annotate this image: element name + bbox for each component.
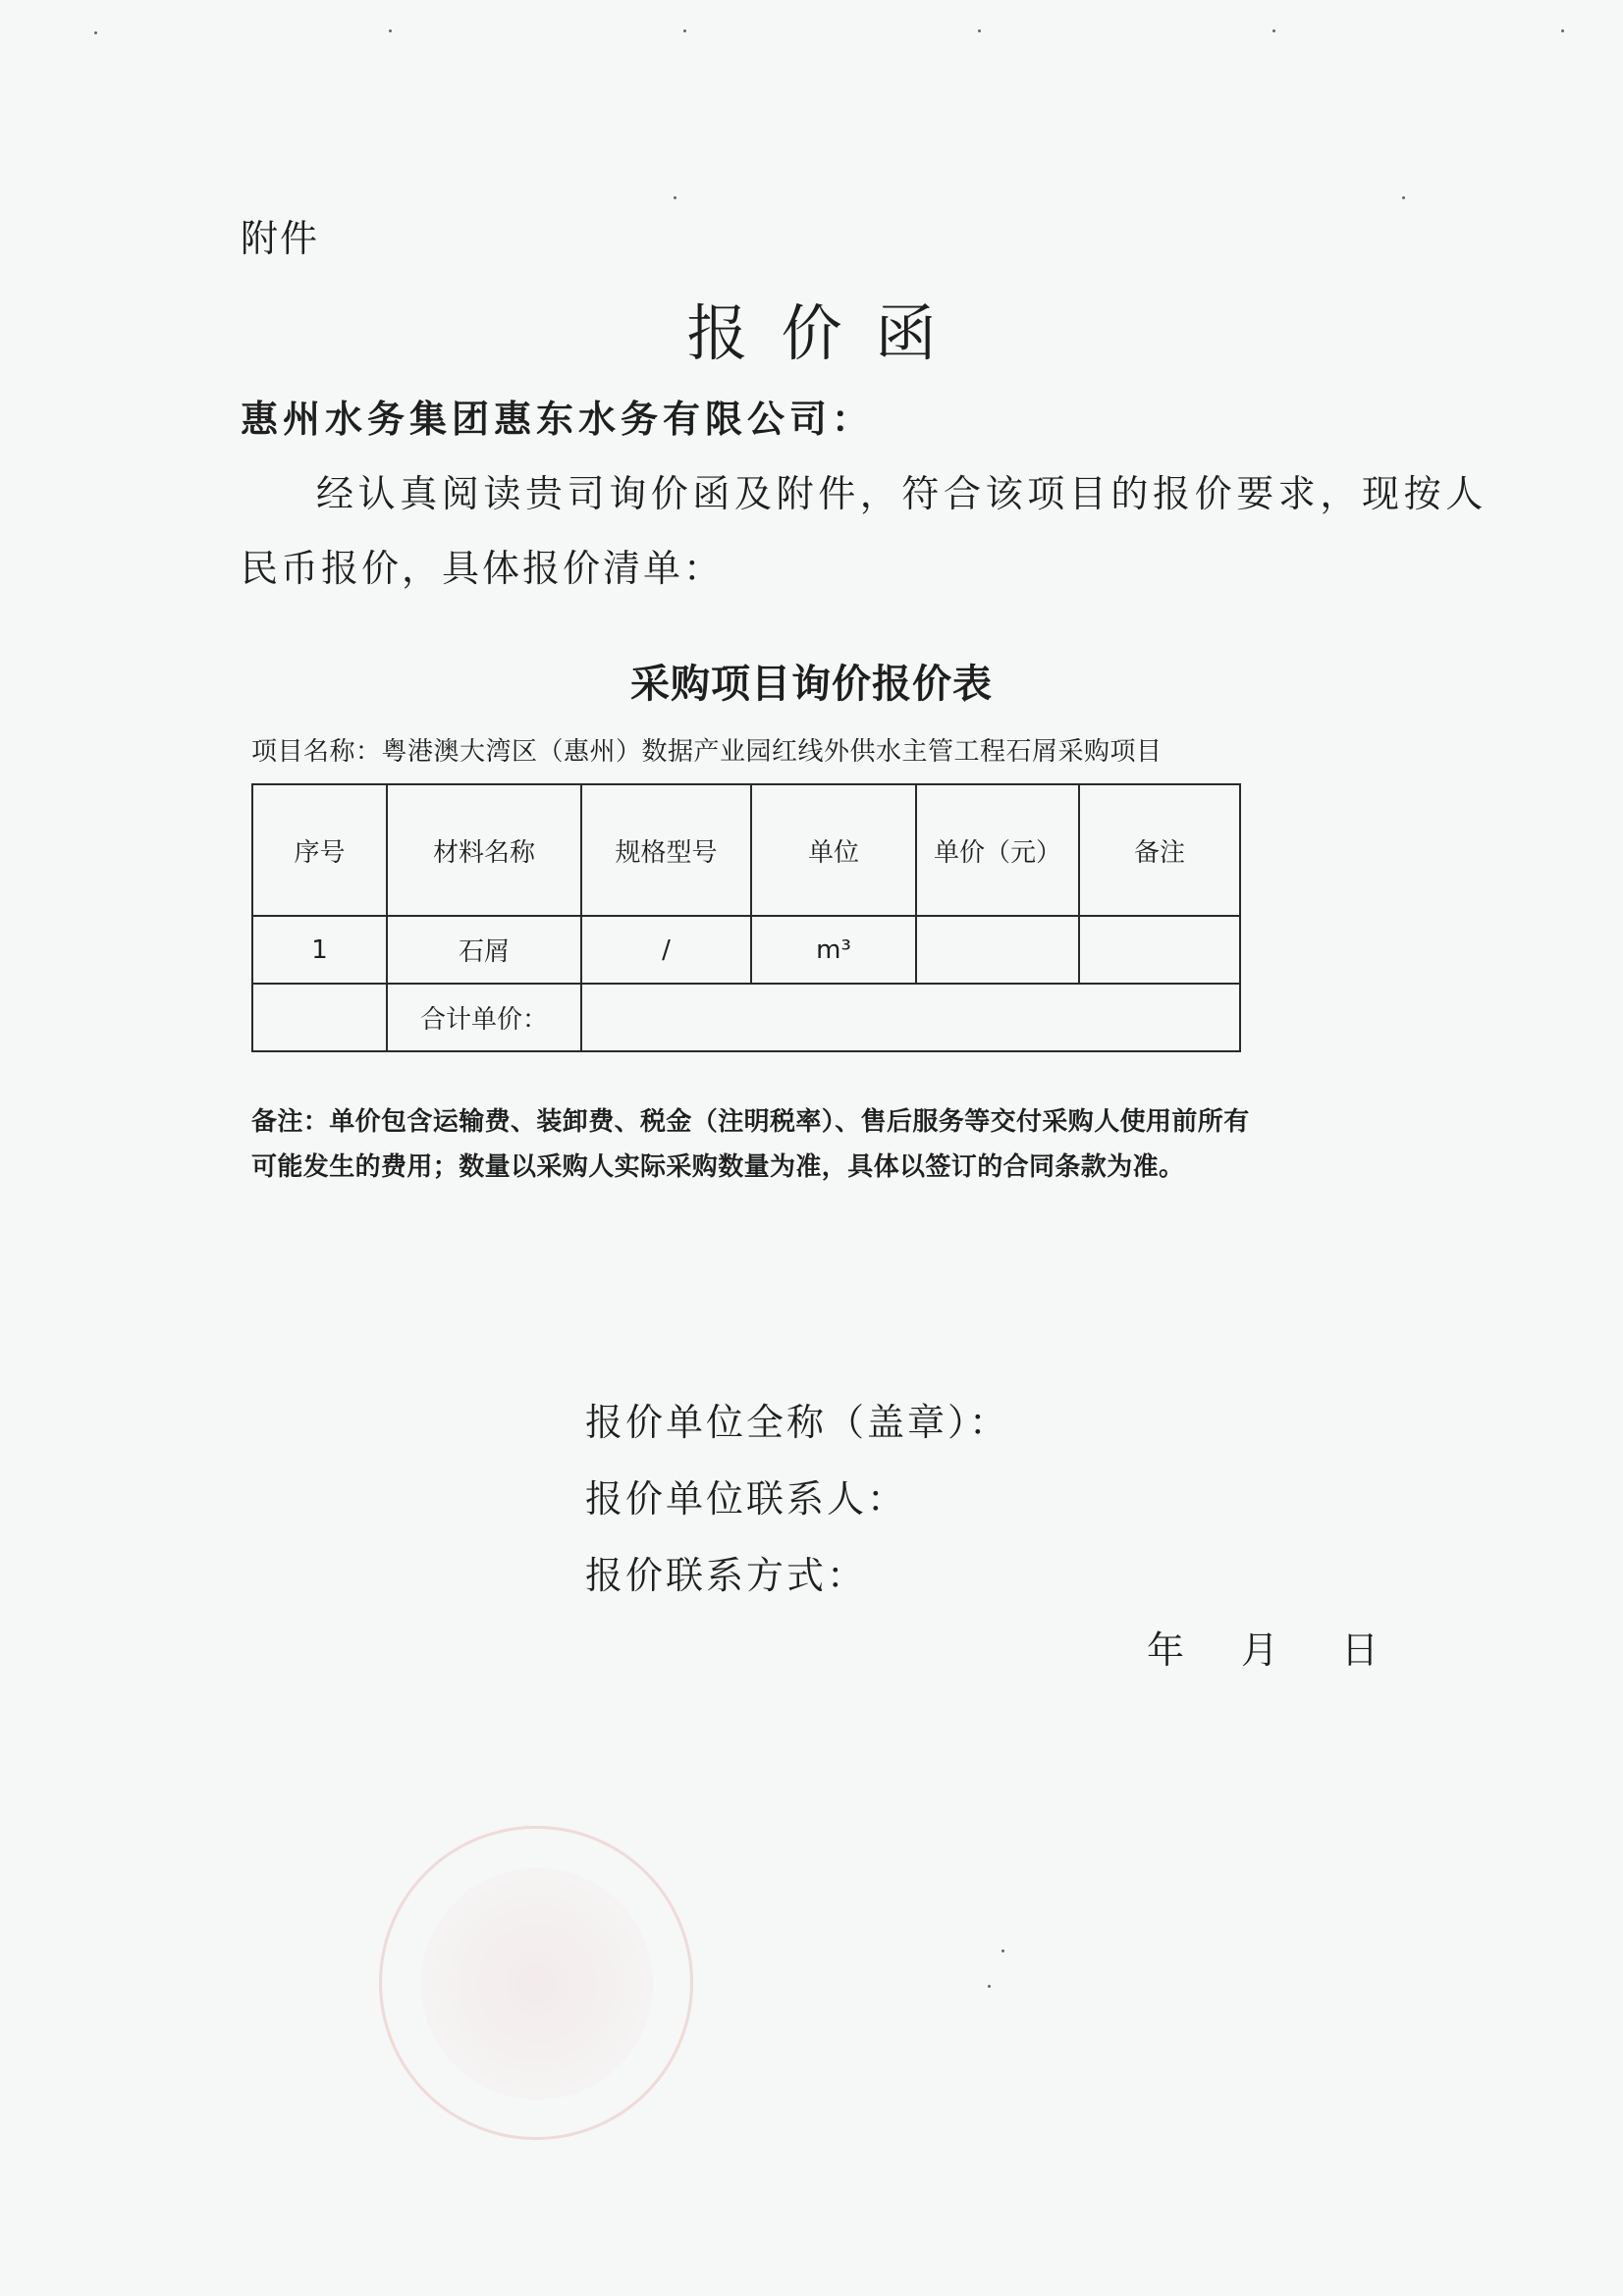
- scan-speck: [674, 196, 676, 199]
- signature-method: 报价联系方式：: [585, 1554, 868, 1597]
- cell-material: 石屑: [387, 916, 581, 984]
- cell-spec: /: [581, 916, 751, 984]
- project-name: 项目名称：粤港澳大湾区（惠州）数据产业园红线外供水主管工程石屑采购项目: [251, 737, 1163, 767]
- header-cell-remark: 备注: [1079, 784, 1240, 916]
- scan-speck: [1272, 29, 1275, 32]
- cell-remark: [1079, 916, 1240, 984]
- cell-unit: m³: [751, 916, 916, 984]
- total-value: [581, 984, 1240, 1051]
- scan-speck: [94, 31, 97, 34]
- table-row: [252, 916, 1240, 984]
- scan-speck: [978, 29, 981, 32]
- total-empty-cell: [252, 984, 387, 1051]
- scan-speck: [988, 1985, 991, 1988]
- scan-speck: [683, 29, 686, 32]
- header-cell-unit: 单位: [751, 784, 916, 916]
- quote-table: [251, 783, 1241, 1052]
- total-row: [252, 984, 1240, 1051]
- body-line-2: 民币报价，具体报价清单：: [241, 547, 725, 590]
- date-year: 年: [1147, 1629, 1185, 1672]
- table-header-row: [252, 784, 1240, 916]
- note-line-1: 备注：单价包含运输费、装卸费、税金（注明税率）、售后服务等交付采购人使用前所有: [251, 1107, 1250, 1137]
- header-cell-unit-price: 单价（元）: [916, 784, 1079, 916]
- scan-speck: [1402, 196, 1405, 199]
- signature-company: 报价单位全称（盖章）：: [585, 1401, 1010, 1444]
- faded-seal-stamp: [379, 1826, 693, 2140]
- cell-no: 1: [252, 916, 387, 984]
- scan-speck: [1001, 1949, 1004, 1952]
- body-line-1: 经认真阅读贵司询价函及附件，符合该项目的报价要求，现按人: [316, 472, 1488, 515]
- header-cell-spec: 规格型号: [581, 784, 751, 916]
- scan-speck: [1561, 29, 1564, 32]
- header-cell-no: 序号: [252, 784, 387, 916]
- recipient: 惠州水务集团惠东水务有限公司：: [241, 397, 875, 441]
- note-line-2: 可能发生的费用；数量以采购人实际采购数量为准，具体以签订的合同条款为准。: [251, 1152, 1185, 1182]
- date-day: 日: [1341, 1629, 1380, 1672]
- scan-speck: [389, 29, 392, 32]
- table-title: 采购项目询价报价表: [630, 662, 993, 707]
- attachment-label: 附件: [241, 217, 320, 260]
- seal-inner: [421, 1868, 653, 2100]
- header-cell-material: 材料名称: [387, 784, 581, 916]
- letter-title: 报价函: [686, 297, 970, 369]
- cell-unit-price: [916, 916, 1079, 984]
- date-month: 月: [1241, 1629, 1279, 1672]
- total-label: 合计单价：: [387, 984, 581, 1051]
- signature-contact: 报价单位联系人：: [585, 1477, 908, 1521]
